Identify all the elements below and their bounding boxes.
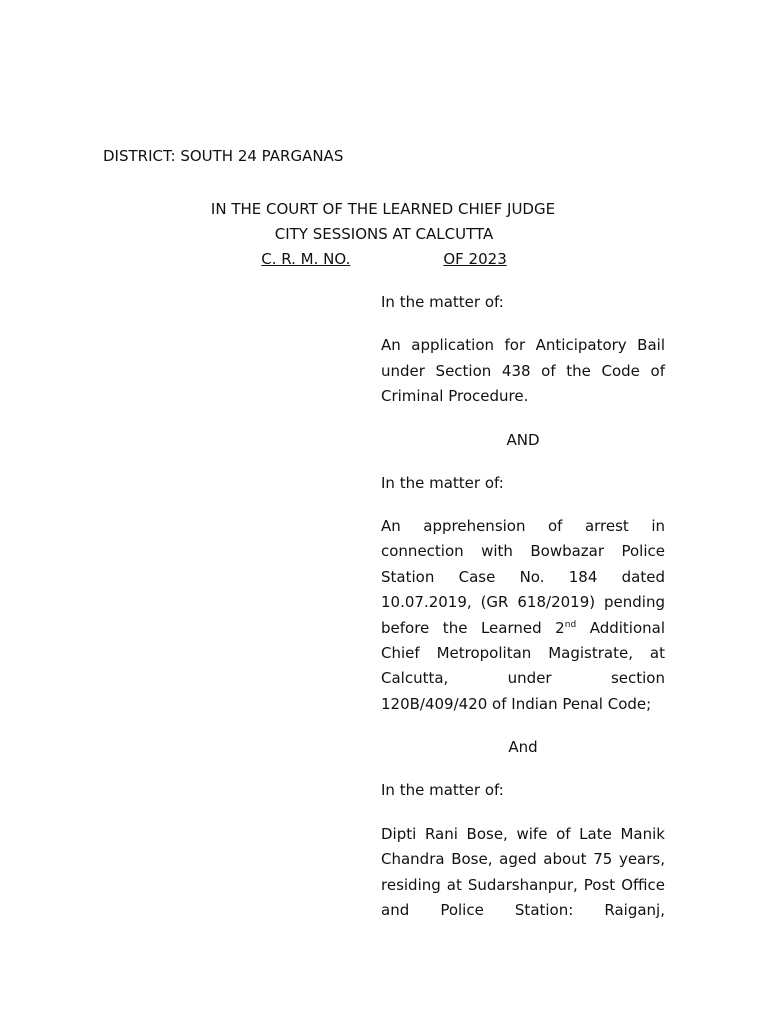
matter-text-arrest-apprehension xyxy=(381,514,665,717)
arrest-text-part-a: An apprehension of arrest in connection with Bowbazar Police Station Case No. 184 dated 10.07.2019, (GR 618/2019) pending before the Learned 2 xyxy=(381,517,665,637)
and-separator: AND xyxy=(506,430,540,449)
crm-number xyxy=(261,250,507,268)
and-separator: And xyxy=(508,738,538,757)
matter-text-bail-application: An application for Anticipatory Bail under Section 438 of the Code of Criminal Procedure. xyxy=(381,336,665,406)
matter-text-petitioner: Dipti Rani Bose, wife of Late Manik Chandra Bose, aged about 75 years, residing at Sudarshanpur, Post Office and Police Station: Raiganj, xyxy=(381,824,665,919)
district-heading: DISTRICT: SOUTH 24 PARGANAS xyxy=(103,147,344,165)
matter-heading: In the matter of: xyxy=(381,293,504,311)
court-heading xyxy=(0,197,768,272)
crm-suffix: OF 2023 xyxy=(443,250,507,268)
arrest-text-part-b: Additional Chief Metropolitan Magistrate, at Calcutta, under section 120B/409/420 of Indian Penal Code; xyxy=(381,618,665,713)
matter-heading: In the matter of: xyxy=(381,473,504,492)
ordinal-superscript: nd xyxy=(564,619,577,630)
matter-heading: In the matter of: xyxy=(381,781,504,800)
court-title-line: IN THE COURT OF THE LEARNED CHIEF JUDGE xyxy=(210,200,556,218)
case-number-line xyxy=(0,247,768,272)
matter-column xyxy=(381,290,665,923)
crm-prefix: C. R. M. NO. xyxy=(261,250,351,268)
court-subtitle-line: CITY SESSIONS AT CALCUTTA xyxy=(274,225,494,243)
